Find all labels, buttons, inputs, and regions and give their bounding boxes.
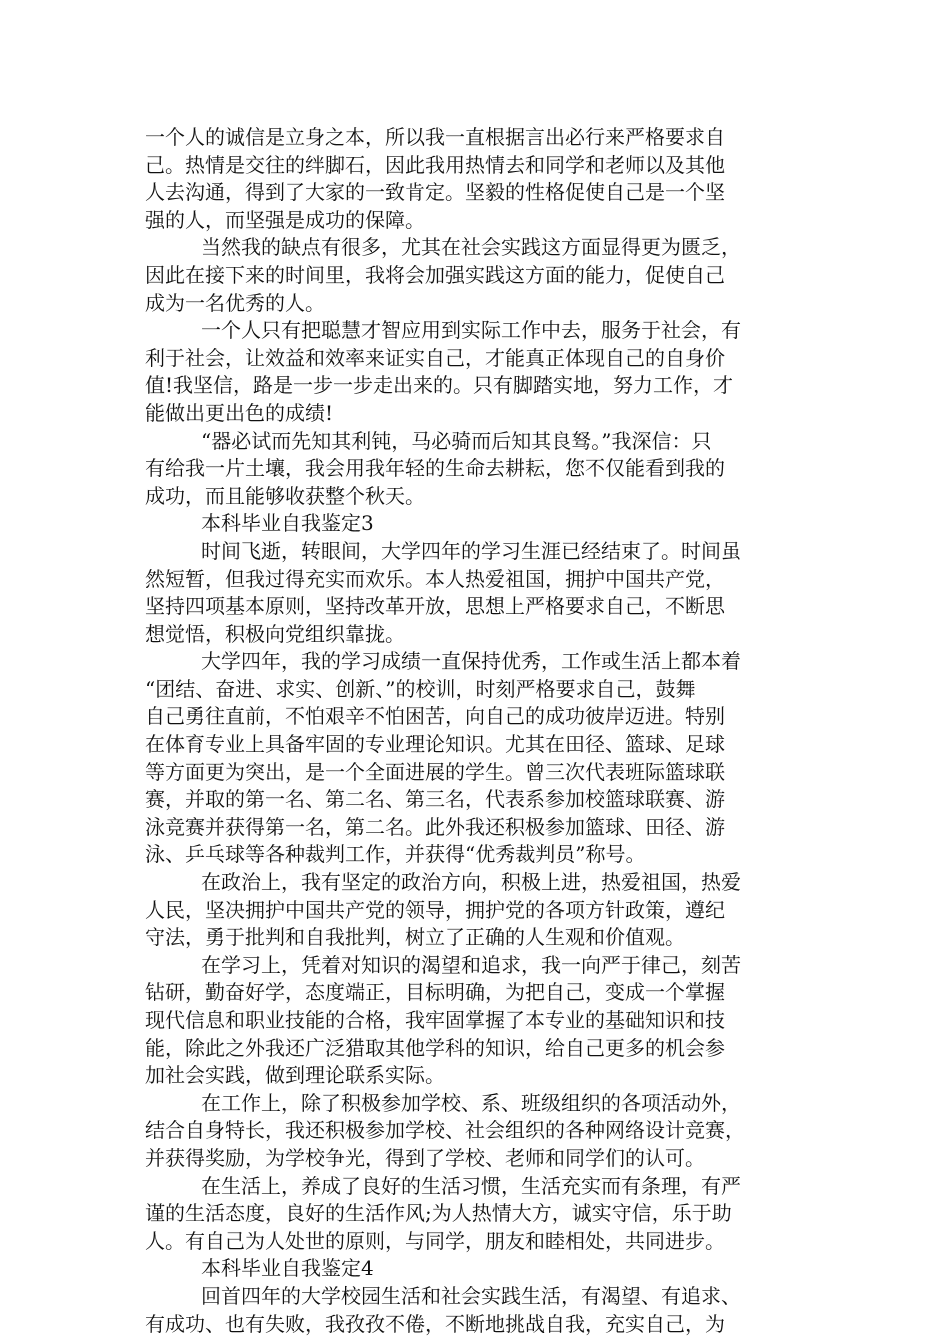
text-line: 时间飞逝，转眼间，大学四年的学习生涯已经结束了。时间虽 xyxy=(201,538,741,563)
text-line: 一个人只有把聪慧才智应用到实际工作中去，服务于社会，有 xyxy=(201,318,741,343)
text-line: 自己勇往直前，不怕艰辛不怕困苦，向自己的成功彼岸迈进。特别 xyxy=(145,704,725,729)
text-line: 成功，而且能够收获整个秋天。 xyxy=(145,483,425,508)
text-line: 人。有自己为人处世的原则，与同学，朋友和睦相处，共同进步。 xyxy=(145,1228,725,1253)
text-line: “团结、奋进、求实、创新、”的校训，时刻严格要求自己，鼓舞 xyxy=(145,676,696,701)
text-line: 现代信息和职业技能的合格，我牢固掌握了本专业的基础知识和技 xyxy=(145,1008,725,1032)
text-line: 回首四年的大学校园生活和社会实践生活，有渴望、有追求、 xyxy=(201,1283,741,1308)
text-line: 有给我一片土壤，我会用我年轻的生命去耕耘，您不仅能看到我的 xyxy=(145,456,725,481)
text-line: 钻研，勤奋好学，态度端正，目标明确，为把自己，变成一个掌握 xyxy=(145,980,725,1005)
text-line: 强的人，而坚强是成功的保障。 xyxy=(145,207,425,232)
text-line: “器必试而先知其利钝，马必骑而后知其良驽。”我深信：只 xyxy=(201,428,712,453)
text-line: 因此在接下来的时间里，我将会加强实践这方面的能力，促使自己 xyxy=(145,262,725,287)
text-line: 当然我的缺点有很多，尤其在社会实践这方面显得更为匮乏， xyxy=(201,235,741,260)
text-line: 人民，坚决拥护中国共产党的领导，拥护党的各项方针政策，遵纪 xyxy=(145,897,725,922)
text-line: 结合自身特长，我还积极参加学校、社会组织的各种网络设计竞赛， xyxy=(145,1118,745,1143)
text-line: 成为一名优秀的人。 xyxy=(145,290,325,315)
document-page xyxy=(145,124,810,1338)
text-line: 本科毕业自我鉴定3 xyxy=(201,511,374,536)
text-line: 谨的生活态度，良好的生活作风;为人热情大方，诚实守信，乐于助 xyxy=(145,1201,732,1226)
text-line: 等方面更为突出，是一个全面进展的学生。曾三次代表班际篮球联 xyxy=(145,759,725,784)
text-line: 有成功、也有失败，我孜孜不倦，不断地挑战自我，充实自己，为 xyxy=(145,1311,725,1336)
text-line: 加社会实践，做到理论联系实际。 xyxy=(145,1063,445,1088)
text-line: 守法，勇于批判和自我批判，树立了正确的人生观和价值观。 xyxy=(145,925,685,950)
text-line: 在政治上，我有坚定的政治方向，积极上进，热爱祖国，热爱 xyxy=(201,870,741,895)
text-line: 利于社会，让效益和效率来证实自己，才能真正体现自己的自身价 xyxy=(145,345,725,370)
text-line: 人去沟通，得到了大家的一致肯定。坚毅的性格促使自己是一个坚 xyxy=(145,180,725,205)
text-line: 能，除此之外我还广泛猎取其他学科的知识，给自己更多的机会参 xyxy=(145,1035,725,1060)
text-line: 坚持四项基本原则，坚持改革开放，思想上严格要求自己，不断思 xyxy=(145,594,725,619)
text-line: 能做出更出色的成绩! xyxy=(145,400,334,425)
text-line: 在体育专业上具备牢固的专业理论知识。尤其在田径、篮球、足球 xyxy=(145,732,725,757)
text-line: 泳、乒乓球等各种裁判工作，并获得“优秀裁判员”称号。 xyxy=(145,842,646,867)
text-line: 一个人的诚信是立身之本，所以我一直根据言出必行来严格要求自 xyxy=(145,125,725,149)
text-line: 本科毕业自我鉴定4 xyxy=(201,1256,374,1281)
text-line: 赛，并取的第一名、第二名、第三名，代表系参加校篮球联赛、游 xyxy=(145,787,725,812)
text-line: 在学习上，凭着对知识的渴望和追求，我一向严于律己，刻苦 xyxy=(201,952,741,977)
text-line: 然短暂，但我过得充实而欢乐。本人热爱祖国，拥护中国共产党， xyxy=(145,566,725,591)
text-line: 值!我坚信，路是一步一步走出来的。只有脚踏实地，努力工作，才 xyxy=(145,373,734,398)
text-line: 在工作上，除了积极参加学校、系、班级组织的各项活动外， xyxy=(201,1090,741,1115)
text-line: 大学四年，我的学习成绩一直保持优秀，工作或生活上都本着 xyxy=(201,649,741,674)
text-line: 在生活上，养成了良好的生活习惯，生活充实而有条理，有严 xyxy=(201,1173,741,1198)
text-line: 想觉悟，积极向党组织靠拢。 xyxy=(145,621,405,646)
text-line: 己。热情是交往的绊脚石，因此我用热情去和同学和老师以及其他 xyxy=(145,152,725,177)
text-line: 泳竞赛并获得第一名，第二名。此外我还积极参加篮球、田径、游 xyxy=(145,814,725,839)
text-line: 并获得奖励，为学校争光，得到了学校、老师和同学们的认可。 xyxy=(145,1145,705,1170)
